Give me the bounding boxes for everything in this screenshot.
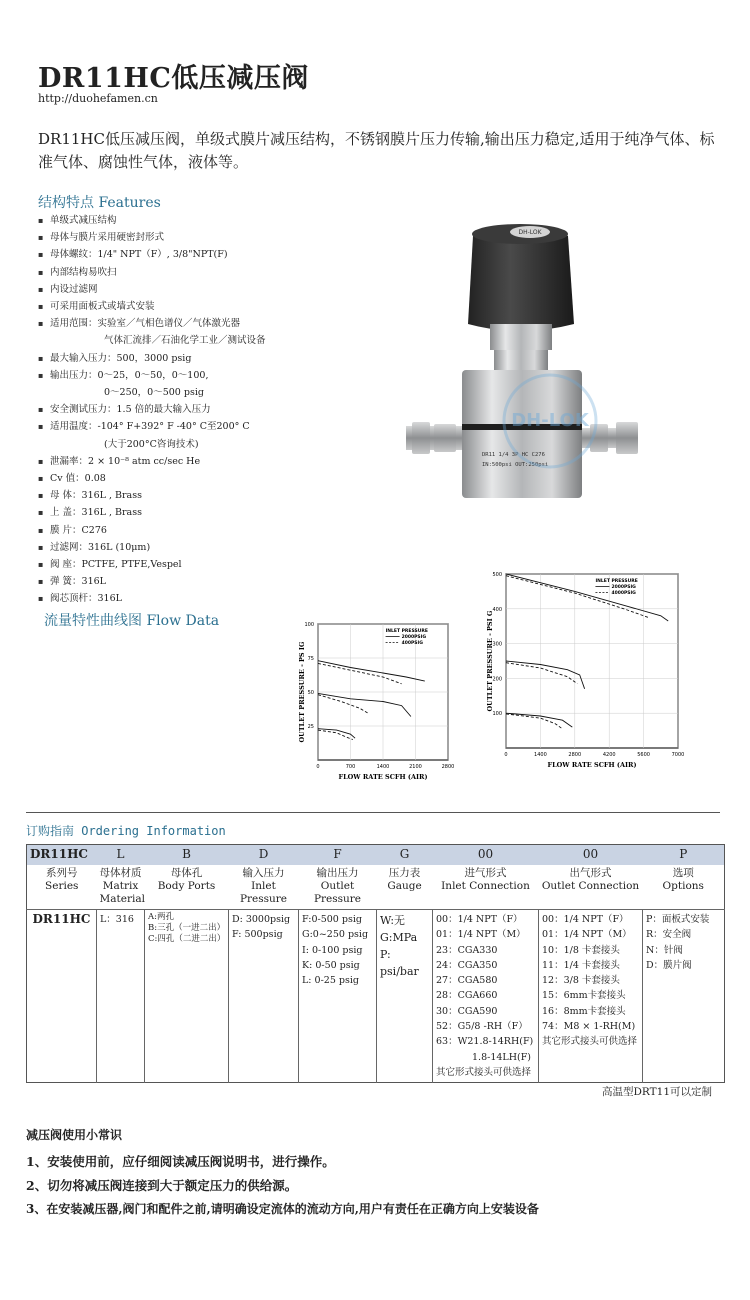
code-row xyxy=(27,845,725,866)
ordering-table xyxy=(26,844,725,1083)
legend-label: 4000PSIG xyxy=(611,591,636,596)
option-line: 27：CGA580 xyxy=(436,975,498,987)
x-axis-label: FLOW RATE SCFH (AIR) xyxy=(547,761,637,769)
feature-item xyxy=(38,229,358,246)
series-line xyxy=(506,574,668,621)
feature-item xyxy=(38,453,358,470)
header-zh: 选项 xyxy=(672,867,694,879)
option-line: R：安全阀 xyxy=(646,929,692,941)
series-line xyxy=(318,730,353,740)
option-line: B:三孔（一进二出） xyxy=(148,923,226,933)
plot-frame xyxy=(506,574,678,748)
option-line: 01：1/4 NPT（M） xyxy=(542,929,632,941)
feature-text: 内设过滤网 xyxy=(50,283,98,295)
option-line: F: 500psig xyxy=(232,929,283,941)
feature-item xyxy=(38,590,358,607)
feature-text: 安全测试压力：1.5 倍的最大输入压力 xyxy=(50,404,211,416)
header-en: Gauge xyxy=(387,880,422,892)
header-cell xyxy=(433,865,539,910)
watermark-logo: DH-LOK xyxy=(511,410,589,431)
option-line: 12：3/8 卡套接头 xyxy=(542,975,620,987)
series-line xyxy=(318,661,425,681)
option-line: 52：G5/8 -RH（F） xyxy=(436,1021,528,1033)
feature-text: 阀芯顶杆：316L xyxy=(50,593,122,605)
website-url[interactable]: http://duohefamen.cn xyxy=(38,92,158,105)
feature-text: 母体螺纹：1/4" NPT（F）, 3/8"NPT(F) xyxy=(50,249,228,261)
header-cell xyxy=(643,865,725,910)
header-en: Outlet Connection xyxy=(541,880,640,892)
feature-text: 输出压力：0～25，0～50，0～100, xyxy=(50,369,209,381)
option-line: 28：CGA660 xyxy=(436,990,498,1002)
header-cell xyxy=(145,865,229,910)
feature-item xyxy=(38,401,358,418)
feature-subtext: 气体汇流排／石油化学工业／测试设备 xyxy=(104,335,266,347)
feature-item xyxy=(38,573,358,590)
x-tick-label: 4200 xyxy=(602,752,616,758)
feature-text: 母 体：316L , Brass xyxy=(50,490,142,502)
feature-text: 单级式减压结构 xyxy=(50,215,117,226)
x-tick-label: 2100 xyxy=(409,764,422,770)
y-tick-label: 100 xyxy=(492,711,502,718)
option-line: 01：1/4 NPT（M） xyxy=(436,929,526,941)
feature-text: 可采用面板式或墙式安装 xyxy=(50,301,155,313)
series-line xyxy=(318,729,355,739)
intro-paragraph: DR11HC低压减压阀，单级式膜片减压结构，不锈钢膜片压力传输,输出压力稳定,适用于纯净气体、标准气体、腐蚀性气体，液体等。 xyxy=(38,130,715,171)
y-tick-label: 100 xyxy=(304,622,314,628)
header-cell xyxy=(97,865,145,910)
flow-chart-2-svg xyxy=(470,572,690,782)
option-line: 23：CGA330 xyxy=(436,944,498,956)
code-cell: 00 xyxy=(539,845,643,866)
option-line: N：针阀 xyxy=(646,944,683,956)
header-cell xyxy=(27,865,97,910)
body-label-line2: IN:500psi OUT:250psi xyxy=(482,462,549,468)
section-divider xyxy=(26,812,720,813)
header-zh: 系列号 xyxy=(46,867,78,879)
feature-item xyxy=(38,470,358,487)
features-list xyxy=(38,212,358,608)
feature-item xyxy=(38,264,358,281)
ordering-title: 订购指南 Ordering Information xyxy=(26,824,226,838)
header-en: Outlet Pressure xyxy=(313,880,362,905)
regulator-illustration xyxy=(398,216,668,516)
header-cell xyxy=(229,865,299,910)
option-line: 30：CGA590 xyxy=(436,1005,498,1017)
option-line: 其它形式接头可供选择 xyxy=(436,1066,532,1078)
y-axis-label: OUTLET PRESSURE - PSI G xyxy=(486,610,494,712)
header-en: Body Ports xyxy=(157,880,216,892)
feature-text: 内部结构易吹扫 xyxy=(50,266,117,278)
y-tick-label: 400 xyxy=(492,606,502,613)
feature-item xyxy=(38,539,358,556)
header-en: Matrix Material xyxy=(99,880,145,905)
value-cell xyxy=(643,910,725,1083)
product-image xyxy=(398,216,668,516)
value-cell xyxy=(377,910,433,1083)
option-line: G:0~250 psig xyxy=(302,929,369,941)
header-en: Inlet Pressure xyxy=(239,880,288,905)
header-en: Series xyxy=(45,880,79,892)
header-en: Options xyxy=(662,880,704,892)
value-cell xyxy=(539,910,643,1083)
flow-chart-1-svg xyxy=(290,618,460,788)
feature-text: 泄漏率：2 × 10⁻⁸ atm cc/sec He xyxy=(50,455,201,467)
body-label-line1: DR11 1/4 3P HC C276 xyxy=(482,452,545,458)
header-zh: 压力表 xyxy=(388,867,421,879)
option-line: I: 0-100 psig xyxy=(302,944,363,956)
option-line: W:无 xyxy=(380,914,406,927)
option-line: 11：1/4 卡套接头 xyxy=(542,959,620,971)
x-tick-label: 2800 xyxy=(441,764,455,770)
option-line: 00：1/4 NPT（F） xyxy=(542,914,629,925)
option-line: 16：8mm卡套接头 xyxy=(542,1005,626,1017)
x-tick-label: 1400 xyxy=(534,752,547,758)
value-cell xyxy=(27,910,97,1083)
header-cell xyxy=(299,865,377,910)
feature-subtext: 0～250，0～500 psig xyxy=(104,387,204,399)
feature-text: 弹 簧：316L xyxy=(50,576,106,588)
feature-item xyxy=(38,281,358,298)
option-line: D: 3000psig xyxy=(232,914,291,925)
y-tick-label: 25 xyxy=(307,724,314,730)
header-zh: 母体孔 xyxy=(170,867,203,879)
option-line: 10：1/8 卡套接头 xyxy=(542,944,620,956)
code-cell: P xyxy=(643,845,725,866)
value-cell xyxy=(433,910,539,1083)
feature-text: 膜 片：C276 xyxy=(50,524,107,536)
feature-item xyxy=(38,522,358,539)
series-line xyxy=(506,663,577,684)
legend-label: 2000PSIG xyxy=(401,635,427,640)
flow-chart-500psi xyxy=(290,618,460,788)
code-cell: D xyxy=(229,845,299,866)
series-line xyxy=(506,661,585,689)
option-line: G:MPa xyxy=(380,931,418,944)
feature-item xyxy=(38,504,358,521)
option-line: C:四孔（二进二出） xyxy=(148,934,226,944)
option-line: 63：W21.8-14RH(F) xyxy=(436,1036,534,1048)
flow-chart-3000psi xyxy=(470,572,690,782)
header-en: Inlet Connection xyxy=(441,880,530,892)
value-cell xyxy=(299,910,377,1083)
tip-item: 2、切勿将减压阀连接到大于额定压力的供给源。 xyxy=(26,1178,298,1193)
feature-item xyxy=(38,315,358,349)
tip-item: 1、安装使用前，应仔细阅读减压阀说明书，进行操作。 xyxy=(26,1154,335,1169)
x-tick-label: 0 xyxy=(316,764,320,770)
option-line: DR11HC xyxy=(32,912,91,926)
feature-text: Cv 值：0.08 xyxy=(50,473,106,485)
feature-item xyxy=(38,367,358,401)
code-cell: 00 xyxy=(433,845,539,866)
header-zh: 进气形式 xyxy=(464,867,507,879)
option-line: A:两孔 xyxy=(148,912,175,922)
series-line xyxy=(318,693,411,716)
code-cell: L xyxy=(97,845,145,866)
option-line: 24：CGA350 xyxy=(436,959,498,971)
feature-text: 上 盖：316L , Brass xyxy=(50,507,142,519)
header-cell xyxy=(539,865,643,910)
option-line: L：316 xyxy=(100,914,134,925)
feature-text: 母体与膜片采用硬密封形式 xyxy=(50,232,165,244)
header-zh: 母体材质 xyxy=(99,867,142,879)
header-zh: 输出压力 xyxy=(316,867,359,879)
header-cell xyxy=(377,865,433,910)
page-title: DR11HC低压减压阀 xyxy=(38,63,309,94)
y-tick-label: 200 xyxy=(492,676,502,683)
x-tick-label: 700 xyxy=(345,764,356,770)
custom-note: 高温型DRT11可以定制 xyxy=(602,1086,713,1098)
knob-logo: DH-LOK xyxy=(518,229,542,236)
feature-text: 适用温度：-104° F+392° F -40° C至200° C xyxy=(50,421,250,433)
features-title: 结构特点 Features xyxy=(38,195,161,211)
option-line: 15：6mm卡套接头 xyxy=(542,990,626,1002)
legend-title: INLET PRESSURE xyxy=(385,629,428,634)
code-cell: F xyxy=(299,845,377,866)
x-axis-label: FLOW RATE SCFH (AIR) xyxy=(338,773,428,781)
feature-item xyxy=(38,487,358,504)
option-line: L: 0-25 psig xyxy=(302,975,359,987)
option-line: 74：M8 × 1-RH(M) xyxy=(542,1021,636,1033)
feature-subtext: (大于200°C咨询技术) xyxy=(104,438,199,450)
option-line: 1.8-14LH(F) xyxy=(472,1051,532,1063)
feature-item xyxy=(38,246,358,263)
feature-item xyxy=(38,298,358,315)
value-cell xyxy=(145,910,229,1083)
code-cell: DR11HC xyxy=(27,845,97,866)
header-zh: 出气形式 xyxy=(569,867,612,879)
x-tick-label: 0 xyxy=(504,752,508,758)
option-line: 00：1/4 NPT（F） xyxy=(436,914,523,925)
code-cell: G xyxy=(377,845,433,866)
option-line: P：面板式安装 xyxy=(646,914,710,925)
header-zh: 输入压力 xyxy=(242,867,285,879)
option-line: 其它形式接头可供选择 xyxy=(542,1036,638,1048)
code-cell: B xyxy=(145,845,229,866)
option-line: F:0-500 psig xyxy=(302,914,362,925)
feature-item xyxy=(38,418,358,452)
feature-text: 过滤网：316L (10μm) xyxy=(50,541,151,553)
option-line: K: 0-50 psig xyxy=(302,959,360,971)
y-tick-label: 500 xyxy=(492,572,502,578)
y-tick-label: 300 xyxy=(492,641,502,648)
feature-text: 阀 座：PCTFE, PTFE,Vespel xyxy=(50,559,182,571)
legend-title: INLET PRESSURE xyxy=(595,579,638,584)
x-tick-label: 5600 xyxy=(637,752,650,758)
values-row xyxy=(27,910,725,1083)
x-tick-label: 1400 xyxy=(376,764,390,770)
y-tick-label: 50 xyxy=(307,690,314,696)
x-tick-label: 7000 xyxy=(671,752,685,758)
feature-item xyxy=(38,350,358,367)
header-row xyxy=(27,865,725,910)
legend-label: 2000PSIG xyxy=(611,585,636,590)
tip-item: 3、在安装减压器,阀门和配件之前,请明确设定流体的流动方向,用户有责任在正确方向上安装设备 xyxy=(26,1202,539,1216)
option-line: P: psi/bar xyxy=(380,948,419,978)
feature-item xyxy=(38,556,358,573)
y-tick-label: 75 xyxy=(307,656,314,662)
series-line xyxy=(506,714,563,729)
feature-text: 最大输入压力：500，3000 psig xyxy=(50,352,192,364)
flow-data-title: 流量特性曲线图 Flow Data xyxy=(44,613,220,629)
feature-item xyxy=(38,212,358,229)
option-line: D：膜片阀 xyxy=(646,959,692,971)
value-cell xyxy=(97,910,145,1083)
feature-text: 适用范围：实验室／气相色谱仪／气体激光器 xyxy=(50,318,241,330)
x-tick-label: 2800 xyxy=(568,752,582,758)
value-cell xyxy=(229,910,299,1083)
tips-title: 减压阀使用小常识 xyxy=(26,1128,123,1142)
y-axis-label: OUTLET PRESSURE - PS IG xyxy=(298,641,306,743)
legend-label: 400PSIG xyxy=(401,641,423,646)
